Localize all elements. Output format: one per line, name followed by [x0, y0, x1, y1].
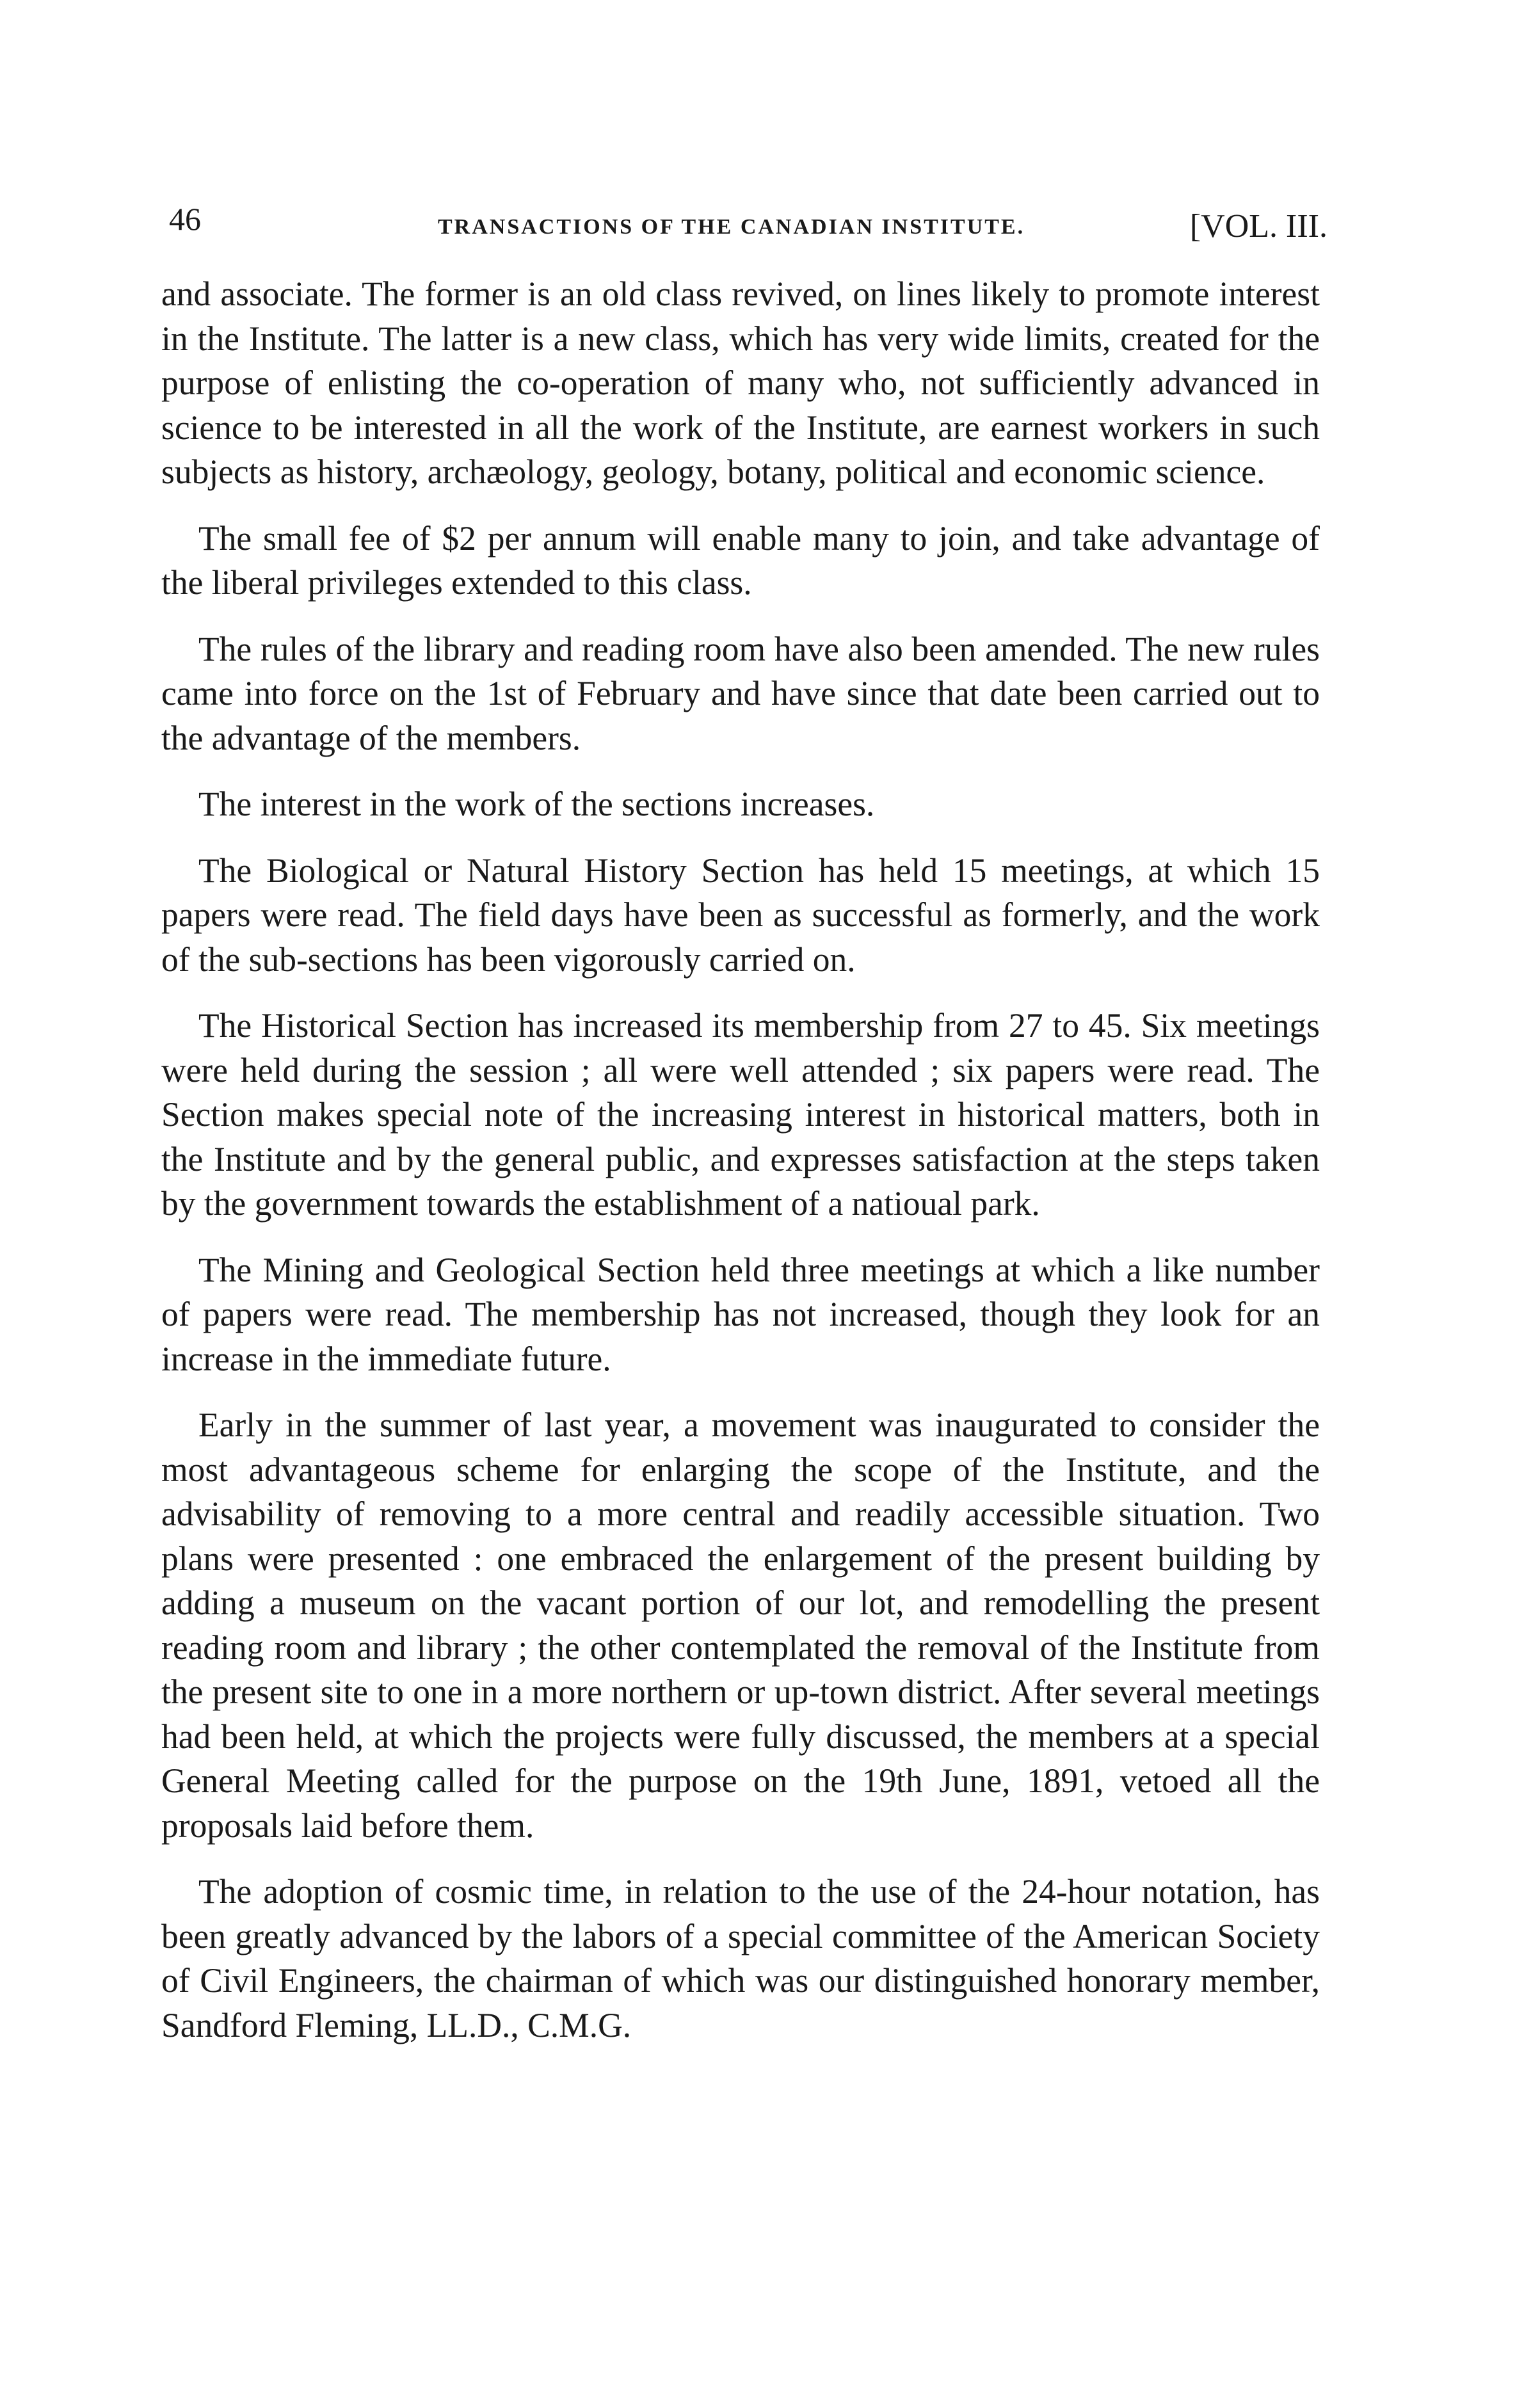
paragraph-library-rules: The rules of the library and reading room have also been amended. The new rules came into force on the 1st of February and have since that date been carried out to the advantage of the members.: [161, 629, 1320, 757]
body-text: [161, 272, 1320, 2069]
running-title: TRANSACTIONS OF THE CANADIAN INSTITUTE.: [438, 215, 1025, 239]
page-header: [169, 192, 1327, 250]
paragraph-historical-section: The Historical Section has increased its membership from 27 to 45. Six meetings were held during the session ; all were well attended ; six papers were read. The Section makes special note of the increasing interest in historical matters, both in the Institute and by the general public, and expresses satisfaction at the steps taken by the government towards the establishment of a natioual park.: [161, 1006, 1320, 1223]
volume-label: [VOL. III.: [1189, 208, 1327, 245]
paragraph-relocation: Early in the summer of last year, a movement was inaugurated to consider the most advantageous scheme for enlarging the scope of the Institute, and the advisability of removing to a more central and readily accessible situation. Two plans were presented : one embraced the enlargement of the present building by adding a museum on the vacant portion of our lot, and remodelling the present reading room and library ; the other contemplated the removal of the Institute from the present site to one in a more northern or up-town district. After several meetings had been held, at which the projects were fully discussed, the members at a special General Meeting called for the purpose on the 19th June, 1891, vetoed all the proposals laid before them.: [161, 1406, 1320, 1845]
paragraph-cosmic-time: The adoption of cosmic time, in relation to the use of the 24-hour notation, has been greatly advanced by the labors of a special committee of the American Society of Civil Engineers, the chairman of which was our distinguished honorary member, Sandford Fleming, LL.D., C.M.G.: [161, 1872, 1320, 2044]
paragraph-membership-classes: and associate. The former is an old class revived, on lines likely to promote interest in the Institute. The latter is a new class, which has very wide limits, created for the purpose of enlisting the co-operation of many who, not sufficiently advanced in science to be interested in all the work of the Institute, are earnest workers in such subjects as history, archæology, geology, botany, political and economic science.: [161, 275, 1320, 491]
paragraph-biological-section: The Biological or Natural History Section has held 15 meetings, at which 15 papers were read. The field days have been as successful as formerly, and the work of the sub-sections has been vigorously carried on.: [161, 851, 1320, 979]
page-number: 46: [169, 201, 201, 237]
paragraph-sections-interest: The interest in the work of the sections increases.: [198, 785, 875, 823]
paragraph-mining-section: The Mining and Geological Section held three meetings at which a like number of papers were read. The membership has not increased, though they look for an increase in the immediate future.: [161, 1250, 1320, 1378]
paragraph-fee: The small fee of $2 per annum will enable many to join, and take advantage of the liberal privileges extended to this class.: [161, 518, 1320, 602]
